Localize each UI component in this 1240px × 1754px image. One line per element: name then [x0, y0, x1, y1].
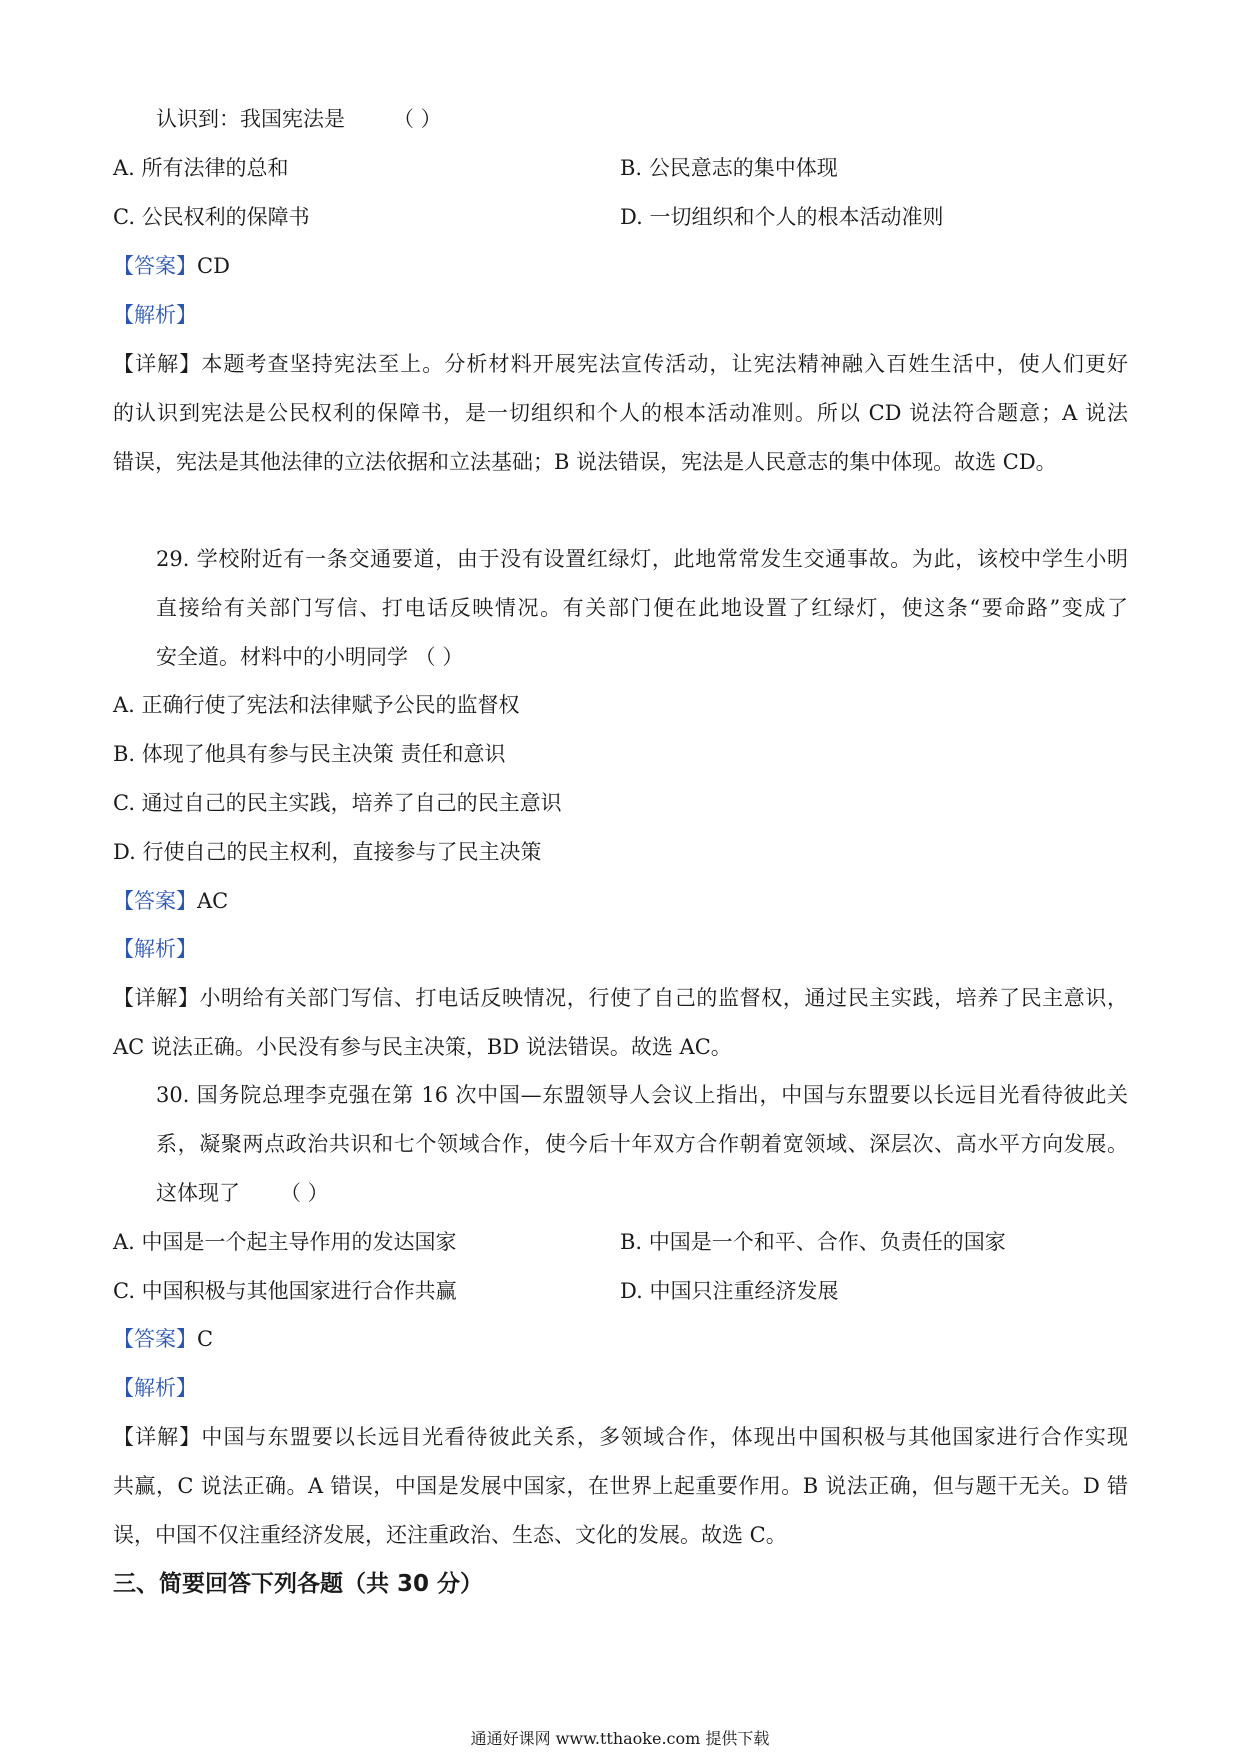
- q30-option-a[interactable]: A. 中国是一个起主导作用的发达国家: [113, 1230, 457, 1254]
- q30-answer-value: C: [197, 1327, 214, 1351]
- q30-answer-tag: 【答案】: [113, 1327, 197, 1351]
- q29-answer: [113, 886, 228, 916]
- q28-answer-value: CD: [197, 254, 230, 278]
- q29-answer-value: AC: [197, 889, 229, 913]
- q29-stem-line-3: 安全道。材料中的小明同学 （ ）: [156, 645, 464, 669]
- q30-option-c[interactable]: C. 中国积极与其他国家进行合作共赢: [113, 1279, 457, 1303]
- q28-answer: [113, 251, 230, 281]
- q30-paren: （ ）: [280, 1181, 329, 1205]
- q30-option-d[interactable]: D. 中国只注重经济发展: [620, 1279, 839, 1303]
- q28-option-d[interactable]: D. 一切组织和个人的根本活动准则: [620, 205, 944, 229]
- q30-stem-line-1: 30. 国务院总理李克强在第 16 次中国—东盟领导人会议上指出，中国与东盟要以长远目光看待彼此关: [156, 1083, 1128, 1107]
- q28-detail-text-1: 本题考查坚持宪法至上。分析材料开展宪法宣传活动，让宪法精神融入百姓生活中，使人们更好: [201, 352, 1128, 376]
- q28-stem-tail: [156, 104, 442, 134]
- q30-stem-line-3: [156, 1178, 329, 1208]
- q28-detail-line-2: 的认识到宪法是公民权利的保障书，是一切组织和个人的根本活动准则。所以 CD 说法符合题意；A 说法: [113, 401, 1128, 425]
- q28-paren: （ ）: [393, 107, 442, 131]
- q29-detail-text-1: 小明给有关部门写信、打电话反映情况，行使了自己的监督权，通过民主实践，培养了民主意识，: [199, 986, 1128, 1010]
- q29-option-a[interactable]: A. 正确行使了宪法和法律赋予公民的监督权: [113, 693, 520, 717]
- q28-analysis-tag: 【解析】: [113, 303, 197, 327]
- q30-stem-text-3: 这体现了: [156, 1181, 240, 1205]
- q28-detail-tag: 【详解】: [113, 352, 202, 376]
- q30-detail-text-1: 中国与东盟要以长远目光看待彼此关系，多领域合作，体现出中国积极与其他国家进行合作实现: [201, 1425, 1128, 1449]
- q29-option-b[interactable]: B. 体现了他具有参与民主决策 责任和意识: [113, 742, 506, 766]
- q29-stem-line-2: 直接给有关部门写信、打电话反映情况。有关部门便在此地设置了红绿灯，使这条“要命路”变成了: [156, 596, 1128, 620]
- q28-option-b[interactable]: B. 公民意志的集中体现: [620, 156, 838, 180]
- q30-analysis-tag: 【解析】: [113, 1376, 197, 1400]
- q28-option-a[interactable]: A. 所有法律的总和: [113, 156, 289, 180]
- q28-stem-text: 认识到：我国宪法是: [156, 107, 345, 131]
- q29-option-d[interactable]: D. 行使自己的民主权利，直接参与了民主决策: [113, 840, 542, 864]
- q30-answer: [113, 1324, 213, 1354]
- q30-stem-line-2: 系，凝聚两点政治共识和七个领域合作，使今后十年双方合作朝着宽领域、深层次、高水平方向发展。: [156, 1132, 1128, 1156]
- q29-detail-line-2: AC 说法正确。小民没有参与民主决策，BD 说法错误。故选 AC。: [113, 1035, 732, 1059]
- q30-detail-line-1: [113, 1422, 1128, 1452]
- q28-answer-tag: 【答案】: [113, 254, 197, 278]
- q30-detail-tag: 【详解】: [113, 1425, 202, 1449]
- q30-detail-line-2: 共赢，C 说法正确。A 错误，中国是发展中国家，在世界上起重要作用。B 说法正确，但与题干无关。D 错: [113, 1474, 1128, 1498]
- footer-credit: 通通好课网 www.tthaoke.com 提供下载: [470, 1729, 770, 1748]
- section-3-heading: 三、简要回答下列各题（共 30 分）: [113, 1571, 484, 1597]
- q29-stem-line-1: 29. 学校附近有一条交通要道，由于没有设置红绿灯，此地常常发生交通事故。为此，该校中学生小明: [156, 547, 1128, 571]
- q29-answer-tag: 【答案】: [113, 889, 197, 913]
- q30-option-b[interactable]: B. 中国是一个和平、合作、负责任的国家: [620, 1230, 1006, 1254]
- q28-option-c[interactable]: C. 公民权利的保障书: [113, 205, 310, 229]
- q29-detail-line-1: [113, 983, 1128, 1013]
- q30-detail-line-3: 误，中国不仅注重经济发展，还注重政治、生态、文化的发展。故选 C。: [113, 1523, 787, 1547]
- q29-detail-tag: 【详解】: [113, 986, 200, 1010]
- q29-option-c[interactable]: C. 通过自己的民主实践，培养了自己的民主意识: [113, 791, 562, 815]
- q29-analysis-tag: 【解析】: [113, 937, 197, 961]
- q28-detail-line-3: 错误，宪法是其他法律的立法依据和立法基础；B 说法错误，宪法是人民意志的集中体现。故选 CD。: [113, 450, 1057, 474]
- q28-detail-line-1: [113, 349, 1128, 379]
